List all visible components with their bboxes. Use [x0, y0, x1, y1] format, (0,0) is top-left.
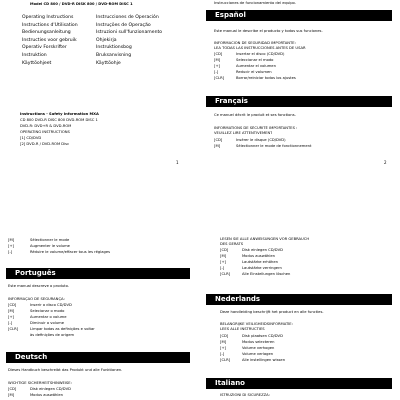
key-desc: Alle instellingen wissen	[242, 358, 286, 362]
footer-line: Instructions - Safety Information MXA	[20, 112, 99, 116]
key-row	[220, 266, 282, 270]
key-row	[220, 346, 274, 350]
key-label: [CLR]	[8, 327, 19, 331]
key-row	[220, 358, 285, 362]
section-intro: Deze handleiding beschrijft het product en alle functies.	[220, 310, 324, 314]
page-number: 2	[384, 160, 387, 165]
key-desc: Seleccionar el modo	[236, 58, 274, 62]
key-row	[8, 393, 63, 397]
language-list	[22, 15, 168, 66]
key-row	[214, 76, 296, 80]
key-desc: Lautstärke verringern	[242, 266, 282, 270]
section-heading-italiano: Italiano	[206, 378, 392, 389]
key-row	[220, 260, 278, 264]
key-label: [M]	[214, 144, 221, 148]
key-label: [M]	[220, 340, 227, 344]
key-desc: Inserir o disco CD/DVD	[30, 303, 72, 307]
caps-line: INFORMACIÓN DE SEGURIDAD IMPORTANTE:	[214, 41, 296, 45]
key-label: [-]	[8, 250, 13, 254]
key-row	[8, 244, 70, 248]
key-label: [-]	[220, 352, 225, 356]
key-row	[8, 333, 74, 337]
language-title: Instructies voor gebruik	[22, 37, 77, 43]
language-title: Instruktion	[22, 52, 47, 58]
section-heading-portugues: Português	[6, 268, 190, 279]
key-label: [CLR]	[220, 272, 231, 276]
page-1	[0, 0, 196, 200]
footer-line: DVD-R: DVD+R & DVD-ROM	[20, 124, 72, 128]
key-row	[214, 64, 276, 68]
key-label: [+]	[8, 315, 14, 319]
page-number: 1	[176, 160, 179, 165]
caps-line: ISTRUZIONI DI SICUREZZA:	[220, 393, 270, 397]
key-label: [+]	[214, 64, 220, 68]
model-header: Model CD 800 / DVD-R DISK 800 / DVD-ROM DISC 1	[30, 2, 133, 6]
section-heading-espanol: Español	[206, 10, 392, 21]
language-title: Instruções de Operação	[96, 22, 151, 28]
key-desc: Selecionar o modo	[30, 309, 65, 313]
key-row	[8, 327, 95, 331]
key-label: [CD]	[8, 387, 17, 391]
language-title: Ohjekirja	[96, 37, 117, 43]
language-title: Bruksanvisning	[96, 52, 132, 58]
key-row	[8, 250, 110, 254]
language-title: Istruzioni sull'funzionamento	[96, 30, 163, 36]
key-label: [-]	[8, 321, 13, 325]
key-desc: Aumentar o volume	[30, 315, 67, 319]
footer-line: [2] DVD-R / DVD-ROM Disc	[20, 142, 70, 146]
key-desc: Disk einlegen CD/DVD	[242, 248, 283, 252]
key-label: [M]	[8, 393, 15, 397]
key-label: [CLR]	[220, 358, 231, 362]
page-3	[0, 228, 196, 400]
key-desc: às definições de origem	[30, 333, 75, 337]
footer-line: CD 800 DVD-R DISC 800 DVD-ROM DISC 1	[20, 118, 98, 122]
key-label: [M]	[214, 58, 221, 62]
key-desc: Lautstärke erhöhen	[242, 260, 278, 264]
key-row	[8, 303, 72, 307]
key-row	[8, 238, 69, 242]
section-heading-francais: Français	[206, 96, 392, 107]
key-label: [CD]	[8, 303, 17, 307]
key-row	[214, 58, 273, 62]
key-row	[214, 144, 311, 148]
key-row	[214, 70, 272, 74]
caps-line: DES GERÄTS	[220, 242, 244, 246]
key-desc: Insérer le disque (CD/DVD)	[236, 138, 286, 142]
key-desc: Borrar/reiniciar todos los ajustes	[236, 76, 296, 80]
language-title: Käyttöohjeet	[22, 60, 52, 66]
caps-line: WICHTIGE SICHERHEITSHINWEISE:	[8, 381, 72, 385]
caps-line: BELANGRIJKE VEILIGHEIDSINFORMATIE:	[220, 322, 293, 326]
key-desc: Sélectionner le mode de fonctionnement	[236, 144, 312, 148]
key-desc: Aumentar el volumen	[236, 64, 276, 68]
key-row	[214, 138, 286, 142]
section-heading-nederlands: Nederlands	[206, 294, 392, 305]
language-title: Instrucciones de Operación	[96, 15, 159, 20]
key-label: [CD]	[220, 248, 229, 252]
key-desc: Sélectionner le mode	[30, 238, 70, 242]
key-row	[220, 340, 274, 344]
page-2	[204, 0, 400, 200]
key-row	[220, 248, 283, 252]
key-desc: Augmenter le volume	[30, 244, 70, 248]
key-label: [M]	[220, 254, 227, 258]
key-row	[220, 272, 290, 276]
key-label: [+]	[220, 346, 226, 350]
key-label: [CLR]	[214, 76, 225, 80]
key-desc: Disk plaatsen CD/DVD	[242, 334, 283, 338]
key-row	[8, 321, 64, 325]
key-label: [M]	[8, 309, 15, 313]
caps-line: LEES ALLE INSTRUCTIES	[220, 327, 265, 331]
caps-line: INFORMATIONS DE SÉCURITÉ IMPORTANTES :	[214, 126, 298, 130]
key-label: [CD]	[214, 138, 223, 142]
key-desc: Réduire le volume/effacer tous les réglages	[30, 250, 111, 254]
key-desc: Modus auswählen	[242, 254, 275, 258]
key-row	[220, 254, 275, 258]
key-row	[214, 52, 284, 56]
section-heading-deutsch: Deutsch	[6, 352, 190, 363]
key-desc: Disk einlegen CD/DVD	[30, 387, 71, 391]
key-row	[8, 309, 64, 313]
key-desc: Reducir el volumen	[236, 70, 272, 74]
section-intro: Dieses Handbuch beschreibt das Produkt und alle Funktionen.	[8, 368, 123, 372]
lead-text: Instrucciones de funcionamiento del equipo.	[214, 1, 296, 5]
caps-line: INFORMAÇÃO DE SEGURANÇA:	[8, 297, 65, 301]
key-desc: Modus auswählen	[30, 393, 63, 397]
key-desc: Modus selecteren	[242, 340, 275, 344]
language-title: Operating Instructions	[22, 15, 74, 20]
key-row	[220, 352, 273, 356]
key-label: [+]	[8, 244, 14, 248]
caps-line: LEA TODAS LAS INSTRUCCIONES ANTES DE USAR	[214, 46, 306, 50]
page-4	[204, 228, 400, 400]
language-title: Instruktionsbog	[96, 45, 132, 51]
footer-line: OPERATING INSTRUCTIONS	[20, 130, 70, 134]
key-desc: Alle Einstellungen löschen	[242, 272, 291, 276]
key-label: [CD]	[220, 334, 229, 338]
key-label: [+]	[220, 260, 226, 264]
key-row	[220, 334, 283, 338]
key-desc: Insertar el disco (CD/DVD)	[236, 52, 285, 56]
key-label: [-]	[220, 266, 225, 270]
key-desc: Diminuir o volume	[30, 321, 64, 325]
section-intro: Este manual descreve o produto.	[8, 284, 69, 288]
key-desc: Volume verhogen	[242, 346, 275, 350]
section-intro: Este manual le describe el producto y todos sus funciones.	[214, 29, 323, 33]
key-label: [-]	[214, 70, 219, 74]
key-label: [CD]	[214, 52, 223, 56]
footer-line: [1] CD/DVD	[20, 136, 42, 140]
language-title: Instructions d'Utilisation	[22, 22, 78, 28]
key-label: [M]	[8, 238, 15, 242]
key-row	[8, 387, 71, 391]
caps-line: VEUILLEZ LIRE ATTENTIVEMENT	[214, 131, 273, 135]
key-desc: Volume verlagen	[242, 352, 274, 356]
language-title: Käyttöohje	[96, 60, 121, 66]
key-desc: Limpar todas as definições e voltar	[30, 327, 95, 331]
caps-line: LESEN SIE ALLE ANWEISUNGEN VOR GEBRAUCH	[220, 237, 310, 241]
language-title: Bedienungsanleitung	[22, 30, 71, 36]
section-intro: Ce manuel décrit le produit et ses fonctions.	[214, 113, 296, 117]
key-row	[8, 315, 67, 319]
language-title: Operativ Forskrifter	[22, 45, 67, 51]
